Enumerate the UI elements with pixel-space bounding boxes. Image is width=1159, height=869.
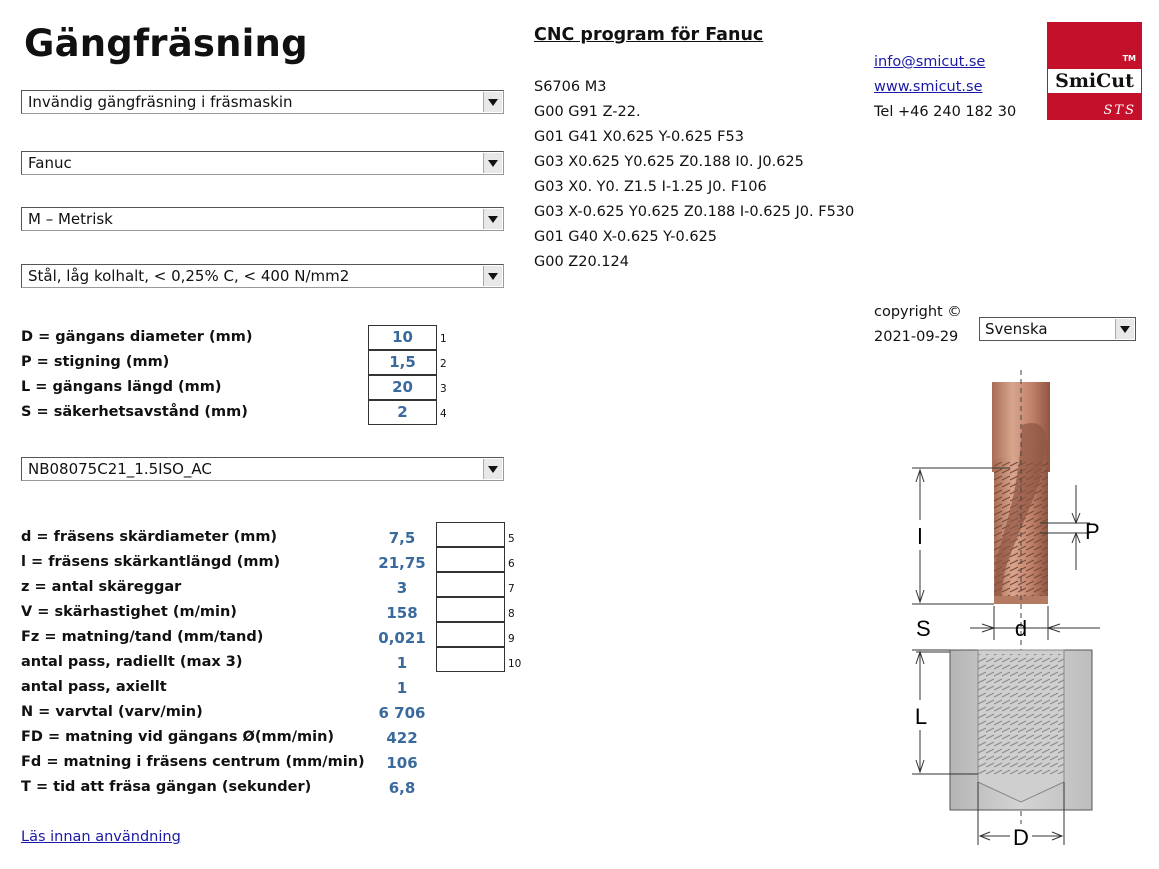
result-label: Fd = matning i fräsens centrum (mm/min) [21, 754, 365, 770]
copyright-label: copyright © [874, 304, 962, 320]
control-select[interactable] [21, 151, 504, 175]
override-index: 7 [508, 583, 515, 595]
cnc-line: G00 G91 Z-22. [534, 104, 641, 120]
tool-select-value: NB08075C21_1.5ISO_AC [28, 460, 212, 478]
override-input[interactable] [436, 572, 505, 597]
override-input[interactable] [436, 547, 505, 572]
result-value: 6,8 [388, 779, 416, 797]
input-label-length: L = gängans längd (mm) [21, 379, 222, 395]
chevron-down-icon[interactable] [483, 266, 502, 286]
cnc-line: S6706 M3 [534, 79, 607, 95]
control-select-value: Fanuc [28, 154, 72, 172]
phone-number: Tel +46 240 182 30 [874, 104, 1017, 120]
result-value: 422 [386, 729, 418, 747]
result-value: 21,75 [378, 554, 426, 572]
result-label: V = skärhastighet (m/min) [21, 604, 237, 620]
cnc-line: G03 X0. Y0. Z1.5 I-1.25 J0. F106 [534, 179, 767, 195]
override-index: 8 [508, 608, 515, 620]
cnc-line: G01 G41 X0.625 Y-0.625 F53 [534, 129, 744, 145]
input-index: 1 [440, 333, 447, 345]
hole-threads [978, 654, 1064, 774]
operation-select[interactable] [21, 90, 504, 114]
thread-type-select-value: M – Metrisk [28, 210, 113, 228]
cnc-program-title: CNC program för Fanuc [534, 25, 764, 45]
safety-input[interactable]: 2 [368, 400, 437, 425]
override-index: 6 [508, 558, 515, 570]
result-label: l = fräsens skärkantlängd (mm) [21, 554, 281, 570]
chevron-down-icon[interactable] [1115, 319, 1134, 339]
pitch-input[interactable]: 1,5 [368, 350, 437, 375]
override-index: 5 [508, 533, 515, 545]
label-d: d [1014, 616, 1028, 641]
result-value: 0,021 [378, 629, 426, 647]
input-label-pitch: P = stigning (mm) [21, 354, 170, 370]
material-select[interactable] [21, 264, 504, 288]
tool-select[interactable] [21, 457, 504, 481]
thread-type-select[interactable] [21, 207, 504, 231]
result-label: antal pass, axiellt [21, 679, 167, 695]
result-label: z = antal skäreggar [21, 579, 182, 595]
result-value: 1 [396, 654, 408, 672]
language-select-value: Svenska [985, 320, 1048, 338]
result-label: antal pass, radiellt (max 3) [21, 654, 243, 670]
override-index: 10 [508, 658, 522, 670]
result-label: T = tid att fräsa gängan (sekunder) [21, 779, 312, 795]
input-index: 2 [440, 358, 447, 370]
result-value: 106 [386, 754, 418, 772]
override-input[interactable] [436, 522, 505, 547]
diameter-input[interactable]: 10 [368, 325, 437, 350]
result-label: FD = matning vid gängans Ø(mm/min) [21, 729, 335, 745]
chevron-down-icon[interactable] [483, 153, 502, 173]
result-label: d = fräsens skärdiameter (mm) [21, 529, 278, 545]
operation-select-value: Invändig gängfräsning i fräsmaskin [28, 93, 293, 111]
chevron-down-icon[interactable] [483, 92, 502, 112]
smicut-logo [1047, 22, 1142, 120]
language-select[interactable] [979, 317, 1136, 341]
cnc-line: G03 X0.625 Y0.625 Z0.188 I0. J0.625 [534, 154, 804, 170]
length-input[interactable]: 20 [368, 375, 437, 400]
result-value: 1 [396, 679, 408, 697]
result-value: 158 [386, 604, 418, 622]
page-title: Gängfräsning [24, 22, 308, 65]
result-value: 6 706 [378, 704, 426, 722]
chevron-down-icon[interactable] [483, 209, 502, 229]
read-before-use-link[interactable]: Läs innan användning [21, 829, 181, 845]
thread-milling-diagram [890, 370, 1130, 860]
result-value: 3 [396, 579, 408, 597]
label-L: L [914, 704, 928, 729]
logo-tm: TM [1122, 54, 1136, 63]
chevron-down-icon[interactable] [483, 459, 502, 479]
website-link[interactable]: www.smicut.se [874, 79, 983, 95]
cnc-line: G03 X-0.625 Y0.625 Z0.188 I-0.625 J0. F530 [534, 204, 855, 220]
label-l: l [917, 524, 923, 549]
result-label: N = varvtal (varv/min) [21, 704, 203, 720]
override-input[interactable] [436, 647, 505, 672]
label-p: P [1085, 519, 1100, 544]
label-s: S [916, 616, 931, 641]
label-D: D [1013, 825, 1029, 850]
logo-name: SmiCut [1048, 69, 1141, 93]
input-index: 4 [440, 408, 447, 420]
material-select-value: Stål, låg kolhalt, < 0,25% C, < 400 N/mm2 [28, 267, 350, 285]
override-input[interactable] [436, 597, 505, 622]
input-index: 3 [440, 383, 447, 395]
override-index: 9 [508, 633, 515, 645]
cnc-line: G00 Z20.124 [534, 254, 629, 270]
cnc-line: G01 G40 X-0.625 Y-0.625 [534, 229, 718, 245]
copyright-date: 2021-09-29 [874, 329, 959, 345]
logo-sub: STS [1103, 103, 1136, 118]
result-value: 7,5 [388, 529, 416, 547]
override-input[interactable] [436, 622, 505, 647]
result-label: Fz = matning/tand (mm/tand) [21, 629, 264, 645]
input-label-safety: S = säkerhetsavstånd (mm) [21, 404, 248, 420]
email-link[interactable]: info@smicut.se [874, 54, 986, 70]
input-label-diameter: D = gängans diameter (mm) [21, 329, 253, 345]
